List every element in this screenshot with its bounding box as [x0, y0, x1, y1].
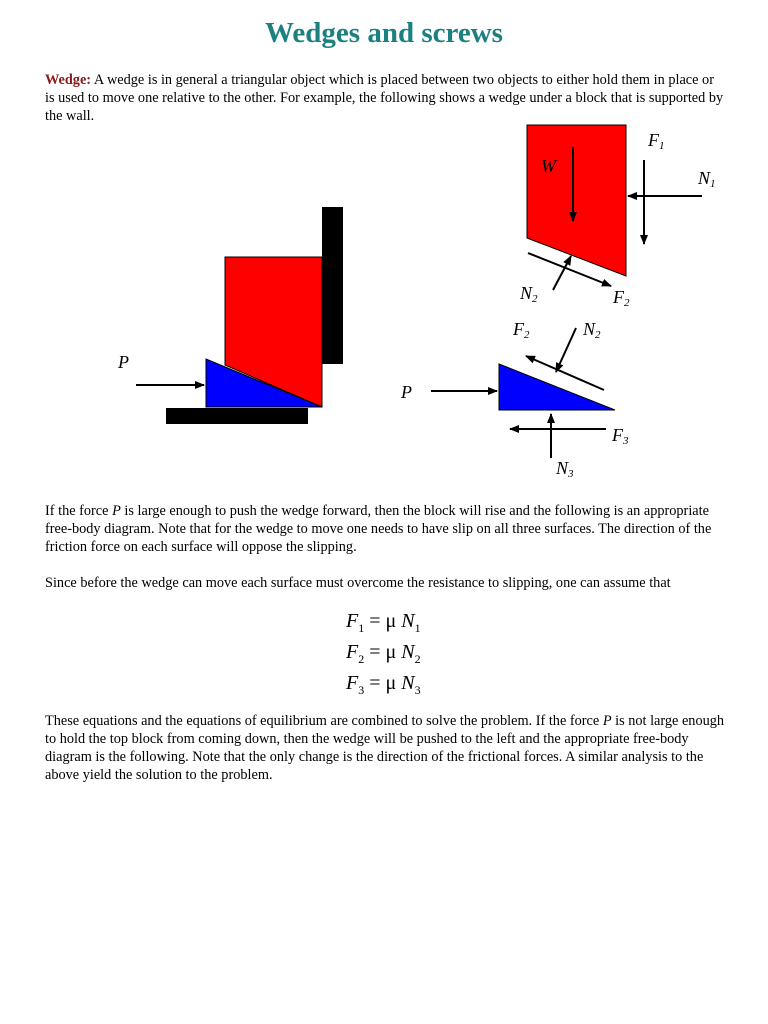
- friction-equations: [346, 610, 421, 703]
- wedge-figure: [0, 0, 768, 500]
- label-n3: N3: [556, 458, 574, 480]
- intro-text: A wedge is in general a triangular object which is placed between two objects to either hold them in place or is used to move one relative to the other. For example, the following shows a wedge under a block that is supported by the wall.: [45, 72, 724, 124]
- equation-1: $F_1 = \mu$ $N_1$: [346, 610, 421, 635]
- wedge-fbd: [400, 319, 629, 480]
- wall: [322, 207, 343, 364]
- arrow-n2-block: [553, 256, 571, 290]
- block-fbd: [519, 125, 716, 309]
- assembly-diagram: [117, 207, 343, 424]
- equation-3: $F_3 = \mu$ $N_3$: [346, 672, 421, 697]
- label-n1: N1: [698, 168, 716, 190]
- var-p: P: [112, 503, 121, 519]
- fbd-block: [527, 125, 626, 276]
- arrow-n2-wedge: [556, 328, 576, 372]
- label-f2-wedge: F2: [513, 319, 530, 341]
- wedge-keyword: Wedge:: [45, 72, 92, 88]
- page-title: Wedges and screws: [265, 17, 503, 49]
- label-n2-block: N2: [520, 283, 538, 305]
- equation-2: $F_2 = \mu$ $N_2$: [346, 641, 421, 666]
- label-f3: F3: [612, 425, 629, 447]
- label-n2-wedge: N2: [583, 319, 601, 341]
- assumption-paragraph: Since before the wedge can move each surface must overcome the resistance to slipping, one can assume that: [45, 575, 671, 591]
- conclusion-paragraph: These equations and the equations of equilibrium are combined to solve the problem. If the force P is not large enough to hold the top block from coming down, then the wedge will be pushed to the left and the appropriate free-body diagram is the following. Note that the only change is the direction of the frictional forces. A similar analysis to the above yield the solution to the problem.: [45, 713, 725, 783]
- label-f2-block: F2: [613, 287, 630, 309]
- var-p-2: P: [602, 713, 612, 729]
- slip-paragraph: If the force P is large enough to push the wedge forward, then the block will rise and the following is an appropriate free-body diagram. Note that for the wedge to move one needs to have slip on all three surfaces. The direction of the friction force on each surface will oppose the slipping.: [45, 503, 712, 555]
- label-f1: F1: [648, 130, 665, 152]
- label-w: W: [541, 156, 556, 176]
- label-p-left: P: [118, 352, 129, 372]
- floor: [166, 408, 308, 424]
- label-p-right: P: [401, 382, 412, 402]
